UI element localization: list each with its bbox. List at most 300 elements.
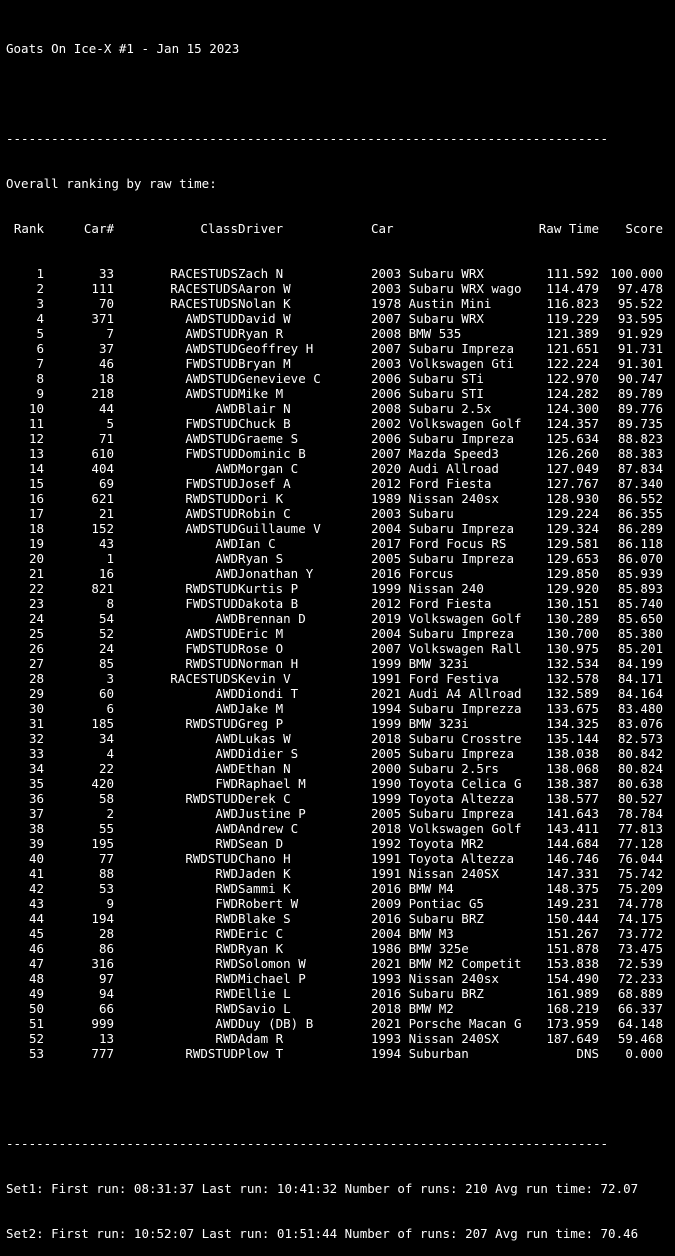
cell-car: 1994 Subaru Imprezza — [371, 701, 522, 716]
cell-raw-time: 129.224 — [546, 506, 599, 521]
cell-rank: 1 — [36, 266, 44, 281]
cell-car: 2018 Volkswagen Golf — [371, 821, 522, 836]
terminal-output — [6, 11, 671, 1256]
cell-car: 2018 Subaru Crosstre — [371, 731, 522, 746]
cell-score: 80.527 — [617, 791, 663, 806]
cell-raw-time: 127.049 — [546, 461, 599, 476]
blank-line — [6, 86, 671, 101]
table-row — [6, 581, 671, 596]
cell-raw-time: 129.653 — [546, 551, 599, 566]
cell-rank: 10 — [28, 401, 44, 416]
cell-raw-time: 130.289 — [546, 611, 599, 626]
cell-driver: Jake M — [238, 701, 284, 716]
cell-rank: 9 — [36, 386, 44, 401]
cell-driver: Rose O — [238, 641, 284, 656]
cell-raw-time: 129.920 — [546, 581, 599, 596]
table-row — [6, 491, 671, 506]
cell-class: RACESTUDS — [170, 671, 238, 686]
cell-driver: David W — [238, 311, 291, 326]
cell-raw-time: 161.989 — [546, 986, 599, 1001]
cell-class: AWD — [215, 461, 238, 476]
table-row — [6, 431, 671, 446]
cell-car: 2017 Ford Focus RS — [371, 536, 507, 551]
cell-raw-time: 151.878 — [546, 941, 599, 956]
cell-score: 75.209 — [617, 881, 663, 896]
cell-rank: 36 — [28, 791, 44, 806]
cell-rank: 35 — [28, 776, 44, 791]
cell-score: 77.813 — [617, 821, 663, 836]
table-row — [6, 266, 671, 281]
cell-rank: 25 — [28, 626, 44, 641]
cell-class: RWD — [215, 1001, 238, 1016]
cell-class: AWDSTUD — [185, 431, 238, 446]
cell-class: FWD — [215, 896, 238, 911]
cell-car: 1986 BMW 325e — [371, 941, 469, 956]
cell-car-number: 44 — [98, 401, 114, 416]
cell-rank: 31 — [28, 716, 44, 731]
cell-car: 2016 BMW M4 — [371, 881, 454, 896]
cell-raw-time: 146.746 — [546, 851, 599, 866]
cell-rank: 20 — [28, 551, 44, 566]
header-raw-time: Raw Time — [538, 221, 599, 236]
cell-car: 2019 Volkswagen Golf — [371, 611, 522, 626]
cell-rank: 32 — [28, 731, 44, 746]
cell-car-number: 46 — [98, 356, 114, 371]
table-row — [6, 836, 671, 851]
cell-class: RWD — [215, 836, 238, 851]
cell-driver: Genevieve C — [238, 371, 321, 386]
cell-car: 2006 Subaru STi — [371, 371, 484, 386]
cell-score: 74.778 — [617, 896, 663, 911]
cell-raw-time: 128.930 — [546, 491, 599, 506]
cell-driver: Robert W — [238, 896, 299, 911]
cell-rank: 14 — [28, 461, 44, 476]
cell-class: RWDSTUD — [185, 491, 238, 506]
cell-raw-time: 138.038 — [546, 746, 599, 761]
cell-car-number: 58 — [98, 791, 114, 806]
cell-car-number: 37 — [98, 341, 114, 356]
cell-score: 87.340 — [617, 476, 663, 491]
cell-driver: Aaron W — [238, 281, 291, 296]
cell-car-number: 60 — [98, 686, 114, 701]
cell-car-number: 9 — [106, 896, 114, 911]
table-row — [6, 1001, 671, 1016]
set2-summary: Set2: First run: 10:52:07 Last run: 01:51:44 Number of runs: 207 Avg run time: 70.46 — [6, 1226, 639, 1241]
cell-score: 89.735 — [617, 416, 663, 431]
cell-car-number: 66 — [98, 1001, 114, 1016]
cell-car-number: 195 — [91, 836, 114, 851]
cell-raw-time: 127.767 — [546, 476, 599, 491]
cell-score: 86.070 — [617, 551, 663, 566]
cell-driver: Didier S — [238, 746, 299, 761]
cell-car: 2007 Subaru WRX — [371, 311, 484, 326]
cell-driver: Diondi T — [238, 686, 299, 701]
cell-score: 88.383 — [617, 446, 663, 461]
cell-car: 2007 Volkswagen Rall — [371, 641, 522, 656]
cell-car-number: 821 — [91, 581, 114, 596]
cell-driver: Blair N — [238, 401, 291, 416]
cell-raw-time: 129.581 — [546, 536, 599, 551]
table-row — [6, 776, 671, 791]
cell-rank: 37 — [28, 806, 44, 821]
cell-raw-time: 126.260 — [546, 446, 599, 461]
cell-rank: 28 — [28, 671, 44, 686]
table-row — [6, 746, 671, 761]
cell-rank: 5 — [36, 326, 44, 341]
cell-driver: Sammi K — [238, 881, 291, 896]
cell-class: FWDSTUD — [185, 356, 238, 371]
cell-car-number: 34 — [98, 731, 114, 746]
cell-car-number: 28 — [98, 926, 114, 941]
cell-driver: Eric M — [238, 626, 284, 641]
cell-raw-time: 130.975 — [546, 641, 599, 656]
cell-car-number: 94 — [98, 986, 114, 1001]
cell-score: 97.478 — [617, 281, 663, 296]
cell-raw-time: 121.651 — [546, 341, 599, 356]
blank-line — [6, 1091, 671, 1106]
cell-car-number: 152 — [91, 521, 114, 536]
cell-car: 2005 Subaru Impreza — [371, 746, 514, 761]
cell-rank: 8 — [36, 371, 44, 386]
cell-car-number: 55 — [98, 821, 114, 836]
table-row — [6, 281, 671, 296]
table-row — [6, 551, 671, 566]
cell-raw-time: 132.589 — [546, 686, 599, 701]
cell-rank: 42 — [28, 881, 44, 896]
cell-raw-time: 168.219 — [546, 1001, 599, 1016]
cell-driver: Zach N — [238, 266, 284, 281]
cell-class: RWD — [215, 881, 238, 896]
cell-driver: Jonathan Y — [238, 566, 314, 581]
cell-rank: 15 — [28, 476, 44, 491]
cell-car-number: 13 — [98, 1031, 114, 1046]
cell-rank: 50 — [28, 1001, 44, 1016]
table-row — [6, 701, 671, 716]
cell-score: 77.128 — [617, 836, 663, 851]
cell-car: 2008 BMW 535 — [371, 326, 462, 341]
cell-score: 68.889 — [617, 986, 663, 1001]
cell-car: 2003 Subaru WRX — [371, 266, 484, 281]
cell-score: 72.539 — [617, 956, 663, 971]
cell-class: RWDSTUD — [185, 791, 238, 806]
cell-raw-time: 150.444 — [546, 911, 599, 926]
separator-bottom: -------------------------------------------------------------------------------- — [6, 1136, 609, 1151]
cell-car: 2021 BMW M2 Competit — [371, 956, 522, 971]
cell-rank: 52 — [28, 1031, 44, 1046]
cell-raw-time: 148.375 — [546, 881, 599, 896]
table-row — [6, 506, 671, 521]
cell-rank: 53 — [28, 1046, 44, 1061]
cell-raw-time: 154.490 — [546, 971, 599, 986]
cell-class: RWD — [215, 926, 238, 941]
ranking-subtitle: Overall ranking by raw time: — [6, 176, 217, 191]
cell-score: 85.939 — [617, 566, 663, 581]
cell-driver: Dakota B — [238, 596, 299, 611]
cell-driver: Kevin V — [238, 671, 291, 686]
cell-class: AWD — [215, 611, 238, 626]
cell-score: 86.355 — [617, 506, 663, 521]
cell-driver: Andrew C — [238, 821, 299, 836]
cell-driver: Jaden K — [238, 866, 291, 881]
cell-car-number: 3 — [106, 671, 114, 686]
cell-driver: Derek C — [238, 791, 291, 806]
cell-driver: Plow T — [238, 1046, 284, 1061]
header-score: Score — [625, 221, 663, 236]
cell-car: 2008 Subaru 2.5x — [371, 401, 492, 416]
cell-raw-time: 141.643 — [546, 806, 599, 821]
cell-raw-time: 129.850 — [546, 566, 599, 581]
cell-rank: 22 — [28, 581, 44, 596]
table-row — [6, 1016, 671, 1031]
table-row — [6, 626, 671, 641]
cell-car-number: 88 — [98, 866, 114, 881]
cell-raw-time: 119.229 — [546, 311, 599, 326]
cell-rank: 30 — [28, 701, 44, 716]
cell-driver: Mike M — [238, 386, 284, 401]
cell-class: AWD — [215, 821, 238, 836]
cell-driver: Guillaume V — [238, 521, 321, 536]
table-row — [6, 971, 671, 986]
cell-car: 1993 Nissan 240SX — [371, 1031, 499, 1046]
cell-car: 2007 Subaru Impreza — [371, 341, 514, 356]
cell-raw-time: 134.325 — [546, 716, 599, 731]
table-row — [6, 1031, 671, 1046]
cell-class: FWDSTUD — [185, 416, 238, 431]
cell-car-number: 8 — [106, 596, 114, 611]
cell-class: AWD — [215, 686, 238, 701]
cell-car-number: 610 — [91, 446, 114, 461]
cell-car: 2016 Subaru BRZ — [371, 986, 484, 1001]
table-header — [6, 221, 671, 236]
cell-car-number: 22 — [98, 761, 114, 776]
cell-score: 72.233 — [617, 971, 663, 986]
cell-car: 1999 BMW 323i — [371, 656, 469, 671]
cell-car: 2012 Ford Fiesta — [371, 596, 492, 611]
cell-car: 2012 Ford Fiesta — [371, 476, 492, 491]
table-row — [6, 926, 671, 941]
results-table — [6, 266, 671, 1061]
cell-driver: Morgan C — [238, 461, 299, 476]
cell-raw-time: 122.224 — [546, 356, 599, 371]
cell-rank: 33 — [28, 746, 44, 761]
cell-car-number: 404 — [91, 461, 114, 476]
cell-class: RWDSTUD — [185, 581, 238, 596]
cell-driver: Robin C — [238, 506, 291, 521]
cell-rank: 18 — [28, 521, 44, 536]
table-row — [6, 476, 671, 491]
table-row — [6, 311, 671, 326]
cell-driver: Savio L — [238, 1001, 291, 1016]
cell-car: 2002 Volkswagen Golf — [371, 416, 522, 431]
table-row — [6, 851, 671, 866]
cell-rank: 47 — [28, 956, 44, 971]
cell-score: 83.480 — [617, 701, 663, 716]
cell-score: 83.076 — [617, 716, 663, 731]
cell-score: 84.164 — [617, 686, 663, 701]
cell-car: 2005 Subaru Impreza — [371, 551, 514, 566]
cell-class: RWD — [215, 866, 238, 881]
cell-driver: Josef A — [238, 476, 291, 491]
cell-class: AWD — [215, 701, 238, 716]
cell-rank: 41 — [28, 866, 44, 881]
cell-class: AWDSTUD — [185, 326, 238, 341]
table-row — [6, 986, 671, 1001]
cell-driver: Nolan K — [238, 296, 291, 311]
cell-score: 64.148 — [617, 1016, 663, 1031]
cell-class: RWD — [215, 956, 238, 971]
cell-car: 2003 Subaru — [371, 506, 454, 521]
cell-driver: Geoffrey H — [238, 341, 314, 356]
cell-car: 1999 Nissan 240 — [371, 581, 484, 596]
cell-car: 2004 Subaru Impreza — [371, 626, 514, 641]
cell-car-number: 54 — [98, 611, 114, 626]
cell-car-number: 621 — [91, 491, 114, 506]
table-row — [6, 416, 671, 431]
set1-summary: Set1: First run: 08:31:37 Last run: 10:41:32 Number of runs: 210 Avg run time: 72.07 — [6, 1181, 639, 1196]
cell-rank: 17 — [28, 506, 44, 521]
cell-raw-time: 135.144 — [546, 731, 599, 746]
cell-score: 91.301 — [617, 356, 663, 371]
cell-class: AWD — [215, 746, 238, 761]
cell-class: AWDSTUD — [185, 626, 238, 641]
cell-car-number: 111 — [91, 281, 114, 296]
cell-car-number: 7 — [106, 326, 114, 341]
cell-car-number: 185 — [91, 716, 114, 731]
table-row — [6, 536, 671, 551]
cell-car: 1992 Toyota MR2 — [371, 836, 484, 851]
cell-raw-time: 132.534 — [546, 656, 599, 671]
cell-driver: Ellie L — [238, 986, 291, 1001]
cell-car-number: 85 — [98, 656, 114, 671]
cell-score: 91.731 — [617, 341, 663, 356]
cell-class: AWD — [215, 761, 238, 776]
cell-driver: Brennan D — [238, 611, 306, 626]
table-row — [6, 341, 671, 356]
cell-raw-time: 173.959 — [546, 1016, 599, 1031]
cell-class: AWDSTUD — [185, 371, 238, 386]
cell-class: FWDSTUD — [185, 641, 238, 656]
table-row — [6, 401, 671, 416]
cell-score: 80.842 — [617, 746, 663, 761]
cell-score: 76.044 — [617, 851, 663, 866]
cell-class: RWDSTUD — [185, 716, 238, 731]
cell-car: 1994 Suburban — [371, 1046, 469, 1061]
cell-class: AWD — [215, 1016, 238, 1031]
table-row — [6, 1046, 671, 1061]
cell-car-number: 53 — [98, 881, 114, 896]
table-row — [6, 866, 671, 881]
cell-raw-time: 130.700 — [546, 626, 599, 641]
cell-score: 86.118 — [617, 536, 663, 551]
cell-score: 73.772 — [617, 926, 663, 941]
cell-raw-time: 143.411 — [546, 821, 599, 836]
cell-car: 2006 Subaru STI — [371, 386, 484, 401]
table-row — [6, 521, 671, 536]
table-row — [6, 656, 671, 671]
cell-car: 2003 Volkswagen Gti — [371, 356, 514, 371]
cell-score: 74.175 — [617, 911, 663, 926]
table-row — [6, 881, 671, 896]
cell-class: RWD — [215, 986, 238, 1001]
cell-rank: 49 — [28, 986, 44, 1001]
cell-car: 2000 Subaru 2.5rs — [371, 761, 499, 776]
cell-car-number: 33 — [98, 266, 114, 281]
cell-score: 91.929 — [617, 326, 663, 341]
cell-score: 100.000 — [610, 266, 663, 281]
cell-car: 1993 Nissan 240sx — [371, 971, 499, 986]
table-row — [6, 671, 671, 686]
table-row — [6, 461, 671, 476]
cell-score: 89.789 — [617, 386, 663, 401]
cell-class: AWD — [215, 401, 238, 416]
cell-car-number: 6 — [106, 701, 114, 716]
cell-score: 90.747 — [617, 371, 663, 386]
cell-class: RWDSTUD — [185, 1046, 238, 1061]
cell-raw-time: 124.300 — [546, 401, 599, 416]
cell-car: 1999 BMW 323i — [371, 716, 469, 731]
cell-car: 2016 Subaru BRZ — [371, 911, 484, 926]
cell-class: AWD — [215, 731, 238, 746]
cell-car-number: 86 — [98, 941, 114, 956]
cell-car: 2021 Porsche Macan G — [371, 1016, 522, 1031]
cell-rank: 46 — [28, 941, 44, 956]
cell-class: AWD — [215, 806, 238, 821]
cell-driver: Justine P — [238, 806, 306, 821]
cell-car-number: 371 — [91, 311, 114, 326]
table-row — [6, 761, 671, 776]
cell-class: FWD — [215, 776, 238, 791]
table-row — [6, 911, 671, 926]
cell-car-number: 316 — [91, 956, 114, 971]
cell-rank: 38 — [28, 821, 44, 836]
cell-car: 2021 Audi A4 Allroad — [371, 686, 522, 701]
cell-driver: Ryan R — [238, 326, 284, 341]
cell-car-number: 2 — [106, 806, 114, 821]
cell-driver: Dominic B — [238, 446, 306, 461]
cell-car: 2006 Subaru Impreza — [371, 431, 514, 446]
cell-car: 1991 Nissan 240SX — [371, 866, 499, 881]
cell-car-number: 194 — [91, 911, 114, 926]
cell-class: AWDSTUD — [185, 506, 238, 521]
cell-rank: 12 — [28, 431, 44, 446]
cell-raw-time: 111.592 — [546, 266, 599, 281]
cell-car-number: 999 — [91, 1016, 114, 1031]
cell-car: 1990 Toyota Celica G — [371, 776, 522, 791]
cell-raw-time: 124.357 — [546, 416, 599, 431]
cell-score: 86.552 — [617, 491, 663, 506]
cell-car-number: 69 — [98, 476, 114, 491]
cell-car-number: 70 — [98, 296, 114, 311]
cell-raw-time: 149.231 — [546, 896, 599, 911]
cell-class: FWDSTUD — [185, 476, 238, 491]
cell-score: 85.893 — [617, 581, 663, 596]
cell-score: 80.638 — [617, 776, 663, 791]
cell-car-number: 1 — [106, 551, 114, 566]
cell-rank: 29 — [28, 686, 44, 701]
cell-rank: 27 — [28, 656, 44, 671]
cell-driver: Michael P — [238, 971, 306, 986]
cell-rank: 26 — [28, 641, 44, 656]
cell-car-number: 43 — [98, 536, 114, 551]
cell-rank: 7 — [36, 356, 44, 371]
cell-car-number: 4 — [106, 746, 114, 761]
cell-car-number: 218 — [91, 386, 114, 401]
cell-rank: 4 — [36, 311, 44, 326]
cell-class: RACESTUDS — [170, 266, 238, 281]
table-row — [6, 956, 671, 971]
cell-raw-time: 144.684 — [546, 836, 599, 851]
cell-score: 0.000 — [625, 1046, 663, 1061]
